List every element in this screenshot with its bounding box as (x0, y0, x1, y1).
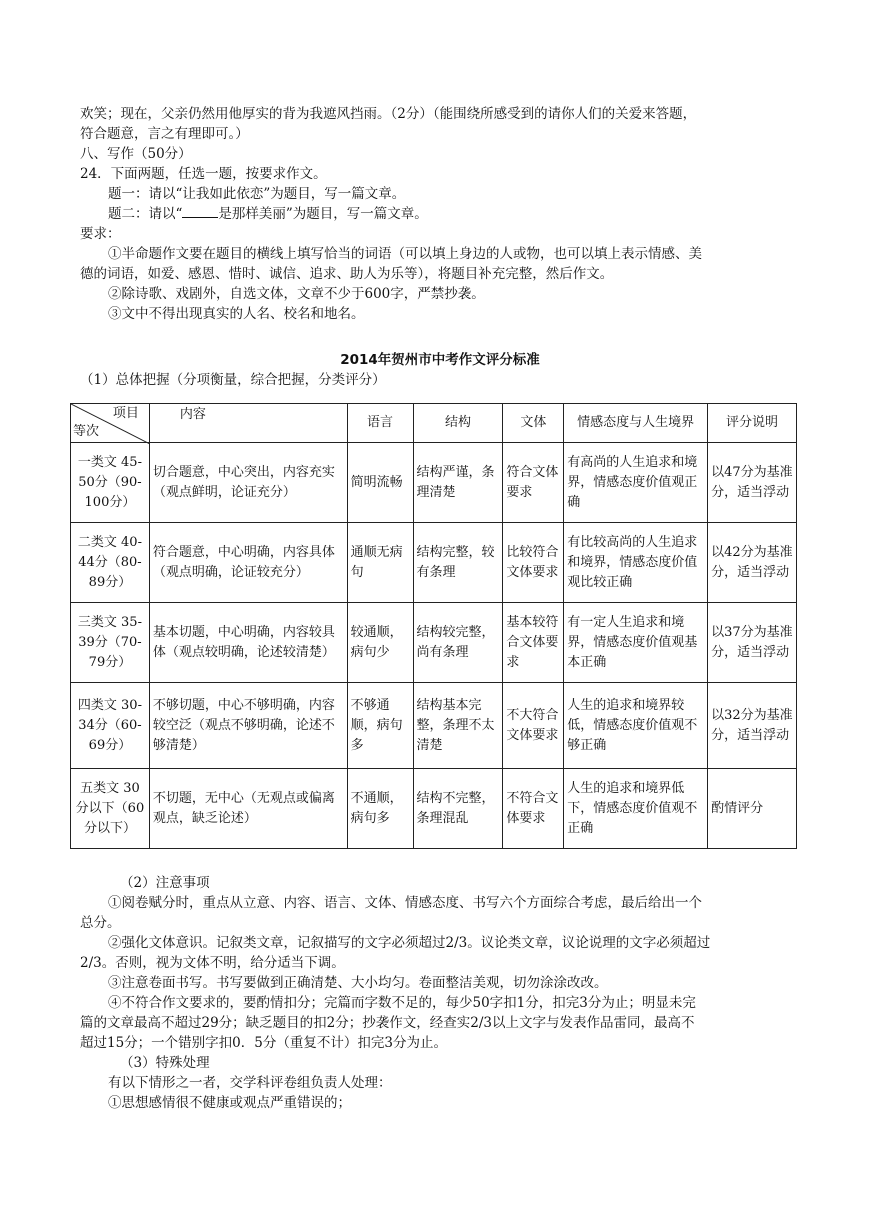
table-row (71, 769, 797, 849)
style-cell: 不大符合文体要求 (503, 683, 564, 769)
style-cell: 比较符合文体要求 (503, 523, 564, 603)
content-cell: 基本切题，中心明确，内容较具体（观点较明确，论述较清楚） (149, 603, 347, 683)
content-cell: 符合题意，中心明确，内容具体（观点明确，论证较充分） (149, 523, 347, 603)
special-intro: 有以下情形之一者，交学科评卷组负责人处理： (108, 1075, 392, 1091)
structure-cell: 结构严谨，条理清楚 (413, 443, 503, 523)
table-row (71, 523, 797, 603)
style-cell: 不符合文体要求 (503, 769, 564, 849)
note-cell: 酌情评分 (708, 769, 797, 849)
table-row (71, 683, 797, 769)
note-line: 2/3。否则，视为文体不明，给分适当下调。 (80, 955, 345, 971)
text-line: 符合题意，言之有理即可。） (80, 126, 249, 142)
requirements-label: 要求： (80, 226, 121, 242)
special-item-1: ①思想感情很不健康或观点严重错误的； (108, 1095, 351, 1111)
table-row (71, 603, 797, 683)
grade-cell: 五类文 30分以下（60分以下） (71, 769, 150, 849)
header-content: 内容 (149, 404, 347, 443)
language-cell: 较通顺，病句少 (347, 603, 413, 683)
note-cell: 以42分为基准分，适当浮动 (708, 523, 797, 603)
topic-two-prefix: 题二：请以“ (108, 206, 183, 222)
language-cell: 通顺无病句 (347, 523, 413, 603)
structure-cell: 结构基本完整，条理不太清楚 (413, 683, 503, 769)
section-heading: 八、写作（50分） (80, 146, 192, 162)
topic-two-suffix: 是那样美丽”为题目，写一篇文章。 (218, 206, 428, 222)
note-cell: 以32分为基准分，适当浮动 (708, 683, 797, 769)
note-cell: 以47分为基准分，适当浮动 (708, 443, 797, 523)
header-structure: 结构 (413, 404, 503, 443)
section-3-heading: （3）特殊处理 (120, 1055, 210, 1071)
header-language: 语言 (347, 404, 413, 443)
header-note: 评分说明 (708, 404, 797, 443)
emotion-cell: 有高尚的人生追求和境界，情感态度价值观正确 (564, 443, 708, 523)
grade-cell: 四类文 30-34分（60-69分） (71, 683, 150, 769)
document-body (80, 104, 800, 390)
language-cell: 不通顺，病句多 (347, 769, 413, 849)
structure-cell: 结构较完整，尚有条理 (413, 603, 503, 683)
language-cell: 不够通顺，病句多 (347, 683, 413, 769)
note-line: 篇的文章最高不超过29分；缺乏题目的扣2分；抄袭作文，经查实2/3以上文字与发表作品雷同，最高不 (80, 1015, 695, 1031)
language-cell: 简明流畅 (347, 443, 413, 523)
requirement-1b: 德的词语，如爱、感恩、惜时、诚信、追求、助人为乐等），将题目补充完整，然后作文。 (80, 266, 614, 282)
requirement-1a: ①半命题作文要在题目的横线上填写恰当的词语（可以填上身边的人或物，也可以填上表示情感、美 (108, 246, 702, 262)
section-2-heading: （2）注意事项 (120, 875, 210, 891)
emotion-cell: 有一定人生追求和境界，情感态度价值观基本正确 (564, 603, 708, 683)
section-1-heading: （1）总体把握（分项衡量，综合把握，分类评分） (80, 372, 386, 388)
note-cell: 以37分为基准分，适当浮动 (708, 603, 797, 683)
emotion-cell: 人生的追求和境界较低，情感态度价值观不够正确 (564, 683, 708, 769)
emotion-cell: 人生的追求和境界低下，情感态度价值观不正确 (564, 769, 708, 849)
question-line: 24．下面两题，任选一题，按要求作文。 (80, 166, 327, 182)
header-style: 文体 (503, 404, 564, 443)
note-line: ④不符合作文要求的，要酌情扣分；完篇而字数不足的，每少50字扣1分，扣完3分为止；明显未完 (108, 995, 696, 1011)
emotion-cell: 有比较高尚的人生追求和境界，情感态度价值观比较正确 (564, 523, 708, 603)
notes-section (80, 873, 800, 1113)
table-row (71, 443, 797, 523)
style-cell: 基本较符合文体要求 (503, 603, 564, 683)
note-line: ③注意卷面书写。书写要做到正确清楚、大小均匀。卷面整洁美观，切勿涂涂改改。 (108, 975, 608, 991)
corner-top-label: 项目 (112, 406, 139, 421)
style-cell: 符合文体要求 (503, 443, 564, 523)
requirement-3: ③文中不得出现真实的人名、校名和地名。 (108, 306, 365, 322)
topic-two (80, 204, 800, 224)
corner-bottom-label: 等次 (73, 424, 100, 439)
note-line: 超过15分；一个错别字扣0．5分（重复不计）扣完3分为止。 (80, 1035, 447, 1051)
corner-cell (71, 404, 150, 443)
grade-cell: 三类文 35-39分（70-79分） (71, 603, 150, 683)
structure-cell: 结构完整，较有条理 (413, 523, 503, 603)
scoring-table (70, 403, 797, 849)
requirement-2: ②除诗歌、戏剧外，自选文体，文章不少于600字，严禁抄袭。 (108, 286, 485, 302)
topic-one: 题一：请以“让我如此依恋”为题目，写一篇文章。 (108, 186, 406, 202)
content-cell: 不够切题，中心不够明确，内容较空泛（观点不够明确，论述不够清楚） (149, 683, 347, 769)
standard-title: 2014年贺州市中考作文评分标准 (340, 352, 540, 368)
text-line: 欢笑；现在，父亲仍然用他厚实的背为我遮风挡雨。（2分）（能围绕所感受到的请你人们的关爱来答题， (80, 106, 697, 122)
header-emotion: 情感态度与人生境界 (564, 404, 708, 443)
note-line: 总分。 (80, 915, 121, 931)
grade-cell: 二类文 40-44分（80-89分） (71, 523, 150, 603)
fill-blank (182, 204, 218, 218)
content-cell: 不切题，无中心（无观点或偏离观点，缺乏论述） (149, 769, 347, 849)
structure-cell: 结构不完整，条理混乱 (413, 769, 503, 849)
note-line: ②强化文体意识。记叙类文章，记叙描写的文字必须超过2/3。议论类文章，议论说理的文字必须超过 (108, 935, 711, 951)
grade-cell: 一类文 45-50分（90-100分） (71, 443, 150, 523)
content-cell: 切合题意，中心突出，内容充实（观点鲜明，论证充分） (149, 443, 347, 523)
note-line: ①阅卷赋分时，重点从立意、内容、语言、文体、情感态度、书写六个方面综合考虑，最后给出一个 (108, 895, 702, 911)
